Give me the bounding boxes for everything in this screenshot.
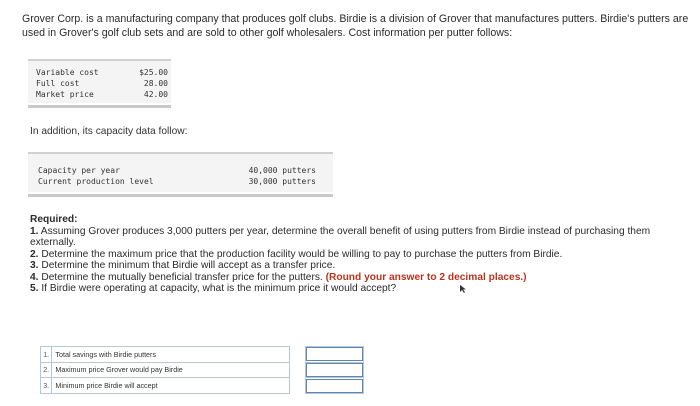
cost-info-table xyxy=(28,59,171,103)
required-section xyxy=(30,214,690,295)
row-label: Maximum price Grover would pay Birdie xyxy=(52,362,290,378)
answer-input-1[interactable] xyxy=(306,347,363,361)
requirement-item: 4. Determine the mutually beneficial transfer price for the putters. (Round your answer to 2 decimal places.) xyxy=(30,271,527,283)
capacity-label: Current production level xyxy=(38,177,154,186)
capacity-label: Capacity per year xyxy=(38,166,120,175)
row-number: 3. xyxy=(41,378,52,394)
row-label: Minimum price Birdie will accept xyxy=(52,378,290,394)
answer-input-3[interactable] xyxy=(306,379,363,393)
capacity-intro: In addition, its capacity data follow: xyxy=(30,126,188,137)
requirement-item: 2. Determine the maximum price that the production facility would be willing to pay to purchase the putters from Birdie. xyxy=(30,248,563,260)
required-heading: Required: xyxy=(30,214,78,225)
cost-value: $25.00 xyxy=(139,68,168,77)
table-row xyxy=(41,347,364,363)
cost-label: Variable cost xyxy=(36,68,99,77)
cost-label: Full cost xyxy=(36,79,80,88)
answer-input-2[interactable] xyxy=(306,363,363,377)
rounding-note: (Round your answer to 2 decimal places.) xyxy=(325,271,527,283)
requirement-item: 5. If Birdie were operating at capacity, what is the minimum price it would accept? xyxy=(30,283,397,294)
table-row xyxy=(41,362,364,378)
cost-label: Market price xyxy=(36,90,94,99)
mouse-pointer-icon xyxy=(459,285,467,293)
cost-value: 28.00 xyxy=(143,79,168,88)
requirement-item: 3. Determine the minimum that Birdie will accept as a transfer price. xyxy=(30,260,336,271)
row-label: Total savings with Birdie putters xyxy=(52,347,290,363)
table-divider xyxy=(28,105,171,108)
problem-intro: Grover Corp. is a manufacturing company that produces golf clubs. Birdie is a division of Grover that manufactures putters. Birdie's putters are used in Grover's golf club sets and are sold to other golf wholesalers. Cost information per putter follows: xyxy=(22,13,689,39)
table-divider xyxy=(28,194,333,197)
row-number: 2. xyxy=(41,362,52,378)
cost-value: 42.00 xyxy=(143,90,168,99)
capacity-value: 30,000 putters xyxy=(248,177,316,186)
table-row xyxy=(41,378,364,394)
capacity-table xyxy=(28,152,333,192)
row-number: 1. xyxy=(41,347,52,363)
capacity-value: 40,000 putters xyxy=(248,166,316,175)
requirement-item: 1. Assuming Grover produces 3,000 putters per year, determine the overall benefit of using putters from Birdie instead of purchasing them externally. xyxy=(30,225,651,248)
answer-table xyxy=(40,346,364,394)
